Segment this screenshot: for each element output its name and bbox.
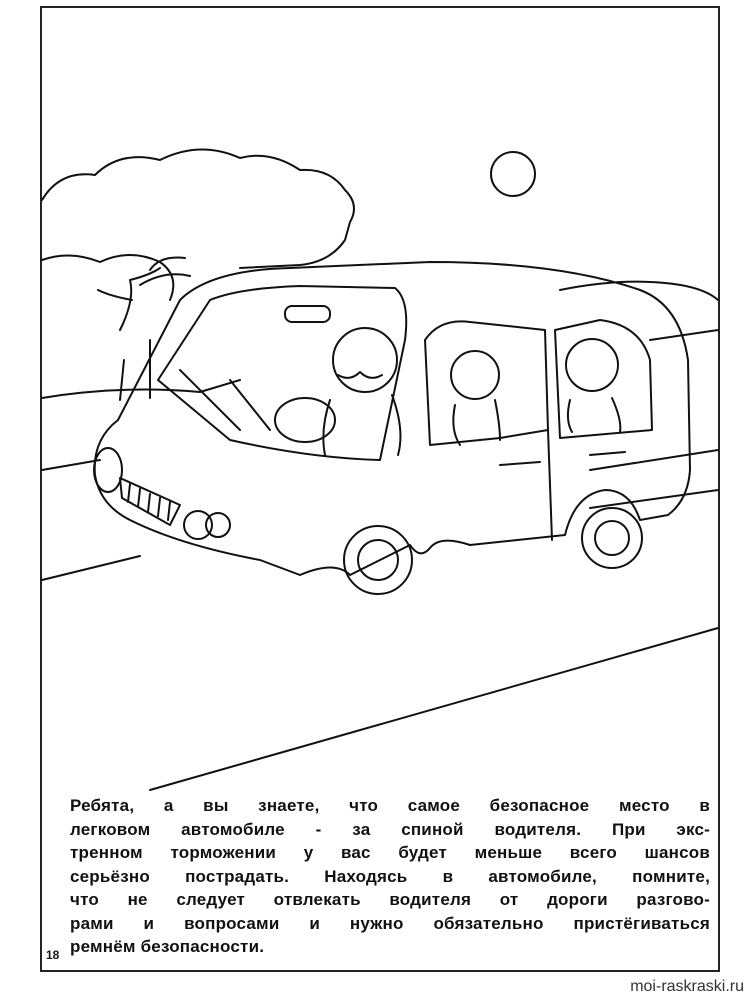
caption-line: легковом автомобиле - за спиной водителя. При экс- — [70, 819, 710, 839]
grille — [120, 478, 180, 525]
driver-mustache — [338, 372, 382, 378]
door-line — [500, 430, 625, 540]
wipers — [180, 370, 270, 430]
right-hill — [560, 282, 718, 300]
caption-line: ремнём безопасности. — [70, 937, 265, 956]
tree-canopy — [42, 149, 354, 268]
caption-line: серьёзно пострадать. Находясь в автомобиле, помните, — [70, 866, 710, 886]
headlight-right-2 — [206, 513, 230, 537]
child2-body — [568, 398, 620, 432]
rear-wheel — [582, 508, 642, 568]
caption-line: что не следует отвлекать водителя от дороги разгово- — [70, 890, 710, 909]
rear-wheel-hub — [595, 521, 629, 555]
front-side-window — [425, 321, 548, 445]
driver-head — [333, 328, 397, 392]
steering-wheel — [275, 398, 335, 442]
road-edge-bottom — [150, 628, 718, 790]
road-edge-top — [42, 490, 718, 580]
tree-branches — [140, 258, 190, 286]
child2-head — [566, 339, 618, 391]
watermark: moi-raskraski.ru — [630, 978, 744, 995]
caption-line: Ребята, а вы знаете, что самое безопасное место в — [70, 796, 710, 815]
page-number: 18 — [46, 948, 60, 962]
rear-view-mirror — [285, 306, 330, 322]
caption-line: рами и вопросами и нужно обязательно пристёгиваться — [70, 913, 710, 933]
tree-trunk — [98, 268, 160, 400]
headlight-right-1 — [184, 511, 212, 539]
horizon-line — [42, 380, 240, 398]
child1-head — [451, 351, 499, 399]
headlight-left — [94, 448, 122, 492]
caption-line: тренном торможении у вас будет меньше всего шансов — [70, 843, 710, 862]
caption-text — [70, 794, 710, 959]
sun-shape — [491, 152, 535, 196]
